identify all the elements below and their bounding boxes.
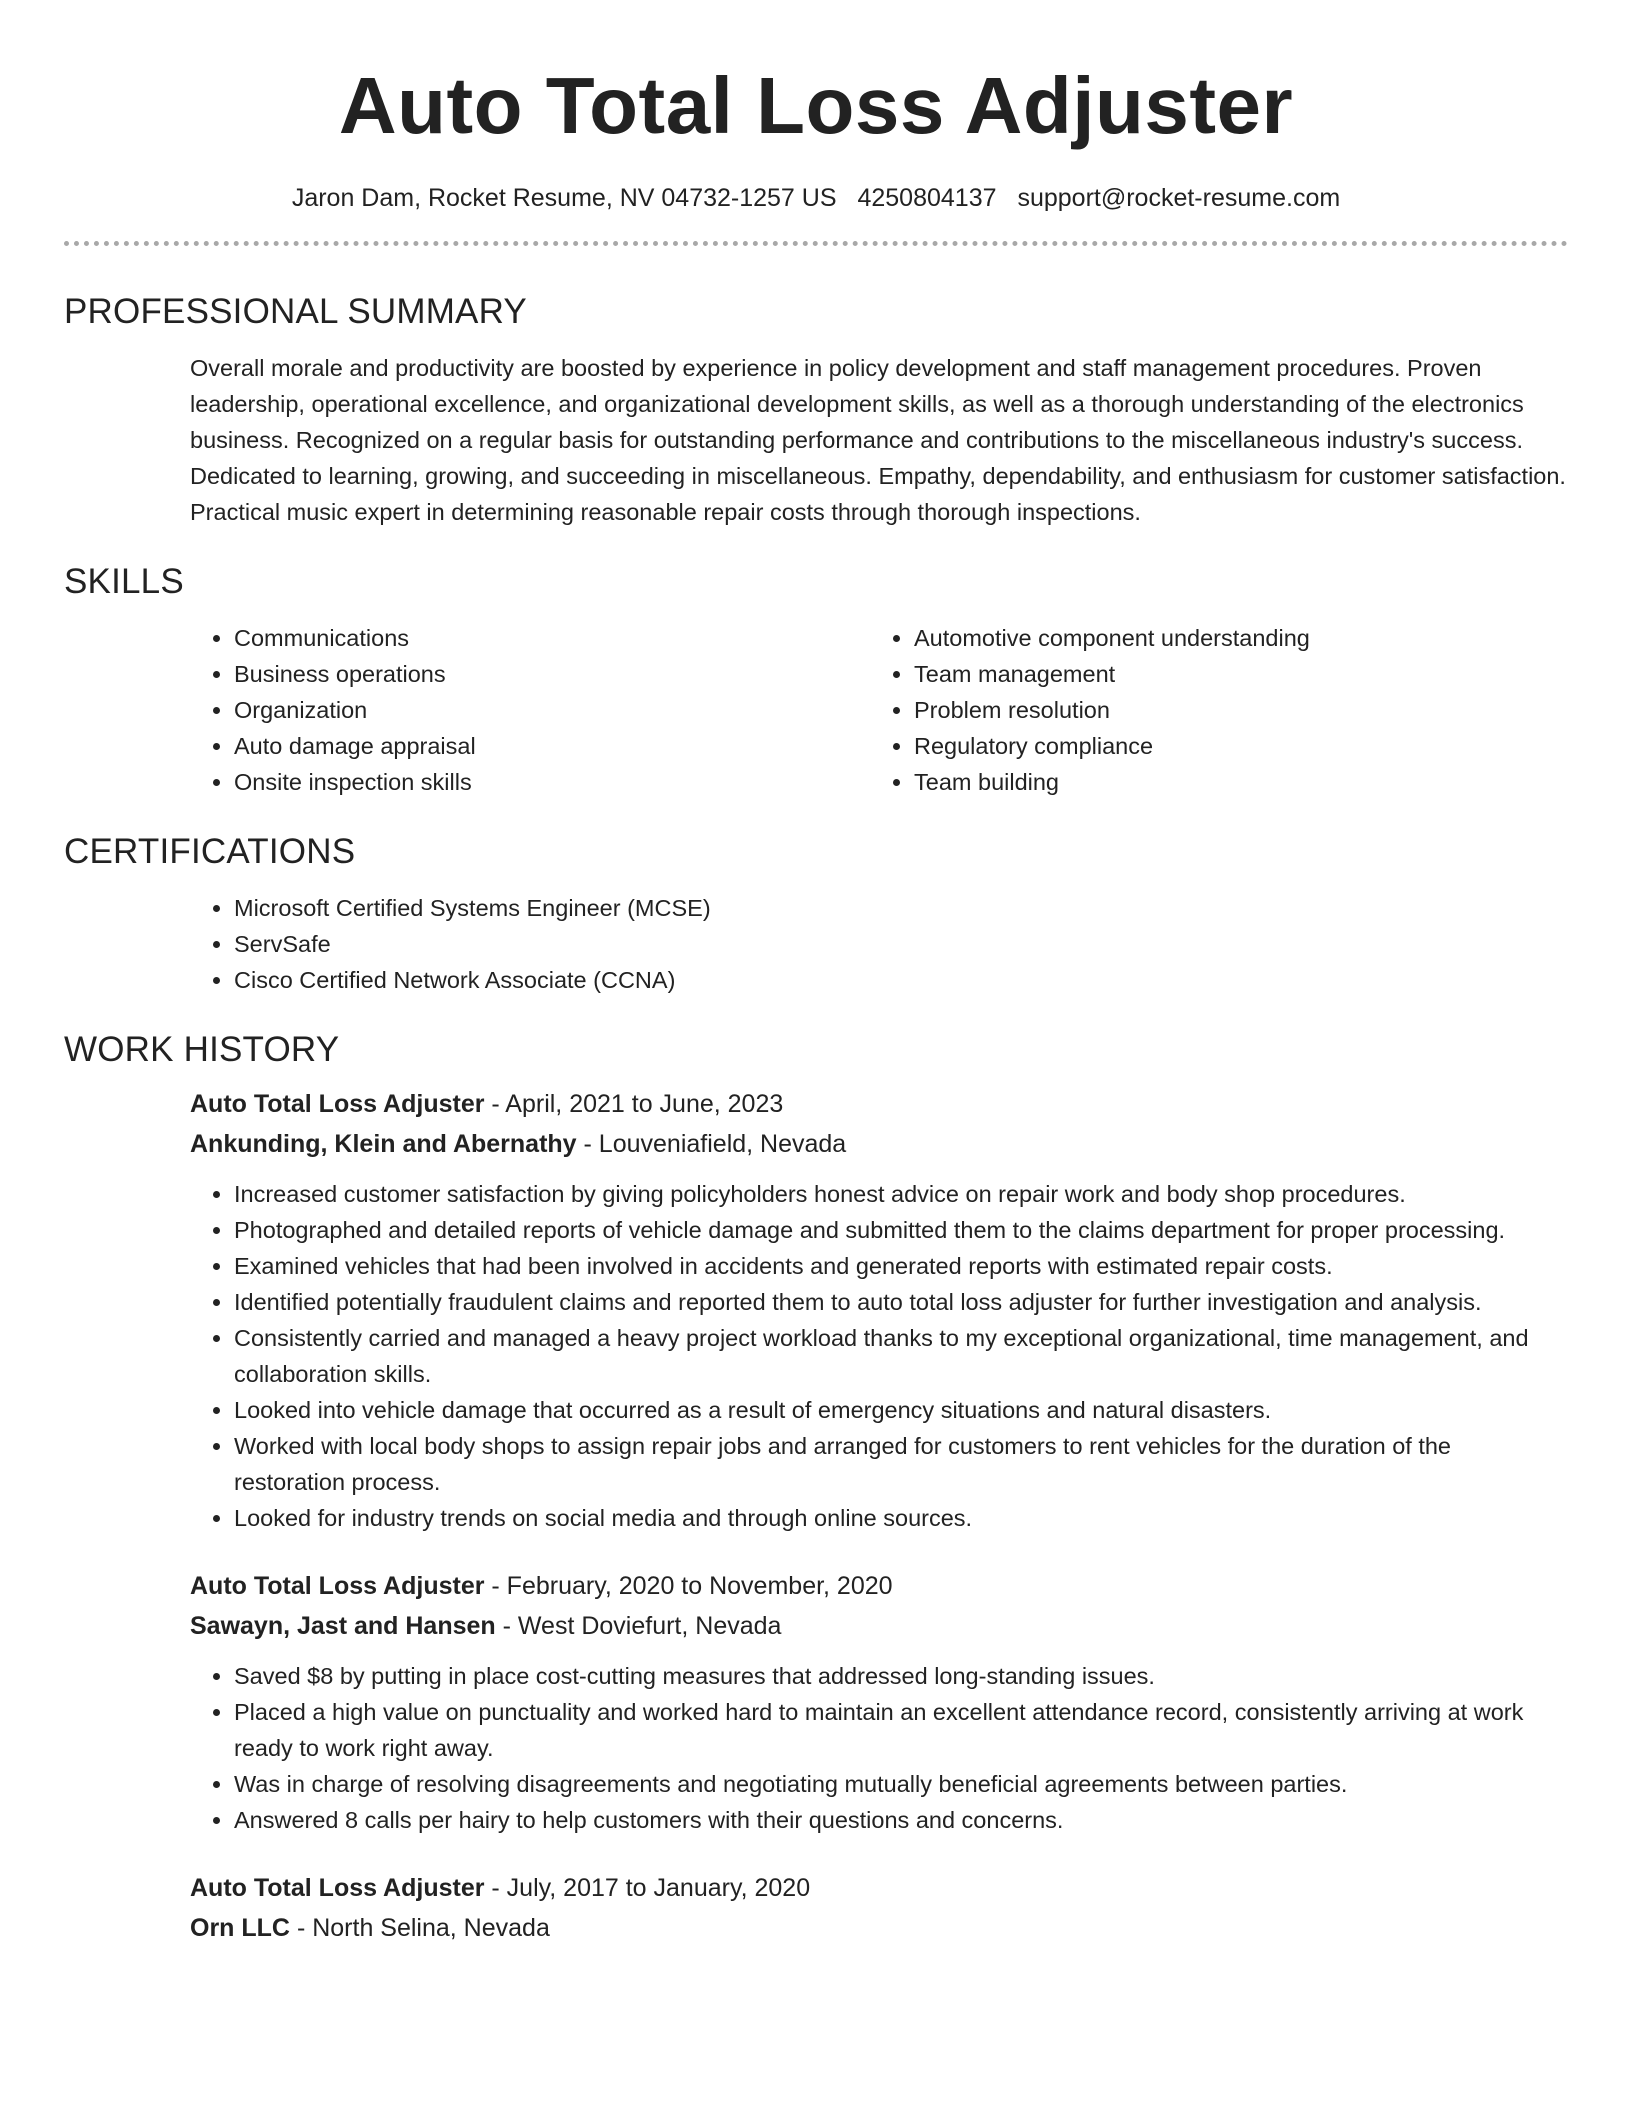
- job-title: Auto Total Loss Adjuster: [190, 1874, 485, 1902]
- skill-item: • Regulatory compliance: [914, 728, 1550, 764]
- skills-section: [64, 560, 1568, 800]
- certifications-heading: CERTIFICATIONS: [64, 832, 356, 871]
- skill-item: • Communications: [234, 620, 870, 656]
- job-company-line: [190, 1606, 1568, 1646]
- job-title: Auto Total Loss Adjuster: [190, 1572, 485, 1600]
- job-location: - Louveniafield, Nevada: [576, 1130, 847, 1158]
- job-entry: [190, 1084, 1568, 1536]
- skills-column-left: [190, 620, 870, 800]
- job-bullet: • Worked with local body shops to assign repair jobs and arranged for customers to rent vehicles for the duration of the restoration process.: [234, 1428, 1568, 1500]
- resume-page: [64, 0, 1568, 1948]
- job-bullet: • Looked into vehicle damage that occurred as a result of emergency situations and natural disasters.: [234, 1392, 1568, 1428]
- job-dates: - April, 2021 to June, 2023: [484, 1090, 784, 1118]
- job-bullet: • Placed a high value on punctuality and worked hard to maintain an excellent attendance record, consistently arriving at work ready to work right away.: [234, 1694, 1568, 1766]
- work-history-heading: WORK HISTORY: [64, 1030, 340, 1069]
- certification-item: • ServSafe: [234, 926, 1568, 962]
- job-title-line: [190, 1566, 1568, 1606]
- job-title: Auto Total Loss Adjuster: [190, 1090, 485, 1118]
- resume-title: Auto Total Loss Adjuster: [338, 61, 1294, 150]
- job-bullet: • Examined vehicles that had been involved in accidents and generated reports with estimated repair costs.: [234, 1248, 1568, 1284]
- skill-item: • Team management: [914, 656, 1550, 692]
- skill-item: • Organization: [234, 692, 870, 728]
- job-company: Orn LLC: [190, 1914, 290, 1942]
- work-history-section: [64, 1028, 1568, 1948]
- job-company: Ankunding, Klein and Abernathy: [190, 1130, 577, 1158]
- certification-item: • Microsoft Certified Systems Engineer (MCSE): [234, 890, 1568, 926]
- skill-item: • Auto damage appraisal: [234, 728, 870, 764]
- summary-heading: PROFESSIONAL SUMMARY: [64, 292, 527, 331]
- contact-line: [64, 182, 1568, 214]
- job-bullet: • Saved $8 by putting in place cost-cutting measures that addressed long-standing issues.: [234, 1658, 1568, 1694]
- skills-heading: SKILLS: [64, 562, 184, 601]
- job-dates: - July, 2017 to January, 2020: [484, 1874, 811, 1902]
- skill-item: • Team building: [914, 764, 1550, 800]
- contact-phone: 4250804137: [857, 184, 997, 212]
- contact-email: support@rocket-resume.com: [1017, 184, 1341, 212]
- job-bullet: • Answered 8 calls per hairy to help customers with their questions and concerns.: [234, 1802, 1568, 1838]
- skill-item: • Problem resolution: [914, 692, 1550, 728]
- job-company: Sawayn, Jast and Hansen: [190, 1612, 496, 1640]
- job-title-line: [190, 1868, 1568, 1908]
- skill-item: • Business operations: [234, 656, 870, 692]
- job-bullet: • Increased customer satisfaction by giving policyholders honest advice on repair work and body shop procedures.: [234, 1176, 1568, 1212]
- job-bullet: • Was in charge of resolving disagreements and negotiating mutually beneficial agreements between parties.: [234, 1766, 1568, 1802]
- job-bullet: • Looked for industry trends on social media and through online sources.: [234, 1500, 1568, 1536]
- job-bullet: • Photographed and detailed reports of vehicle damage and submitted them to the claims department for proper processing.: [234, 1212, 1568, 1248]
- job-entry: [190, 1868, 1568, 1948]
- job-bullet: • Consistently carried and managed a heavy project workload thanks to my exceptional organizational, time management, and collaboration skills.: [234, 1320, 1568, 1392]
- contact-address: Jaron Dam, Rocket Resume, NV 04732-1257 US: [291, 184, 837, 212]
- job-location: - North Selina, Nevada: [290, 1914, 550, 1942]
- skills-column-right: [870, 620, 1550, 800]
- summary-section: [64, 290, 1568, 530]
- certifications-section: [64, 830, 1568, 998]
- job-location: - West Doviefurt, Nevada: [495, 1612, 782, 1640]
- skill-item: • Automotive component understanding: [914, 620, 1550, 656]
- job-dates: - February, 2020 to November, 2020: [484, 1572, 893, 1600]
- job-title-line: [190, 1084, 1568, 1124]
- skill-item: • Onsite inspection skills: [234, 764, 870, 800]
- summary-text: Overall morale and productivity are boosted by experience in policy development and staff management procedures. Proven leadership, operational excellence, and organizational development skills, as well as a thorough understanding of the electronics business. Recognized on a regular basis for outstanding performance and contributions to the miscellaneous industry's success. Dedicated to learning, growing, and succeeding in miscellaneous. Empathy, dependability, and enthusiasm for customer satisfaction. Practical music expert in determining reasonable repair costs through thorough inspections.: [190, 355, 1566, 525]
- certification-item: • Cisco Certified Network Associate (CCNA): [234, 962, 1568, 998]
- job-company-line: [190, 1124, 1568, 1164]
- job-entry: [190, 1566, 1568, 1838]
- header-divider: [64, 241, 1568, 246]
- job-company-line: [190, 1908, 1568, 1948]
- job-bullet: • Identified potentially fraudulent claims and reported them to auto total loss adjuster for further investigation and analysis.: [234, 1284, 1568, 1320]
